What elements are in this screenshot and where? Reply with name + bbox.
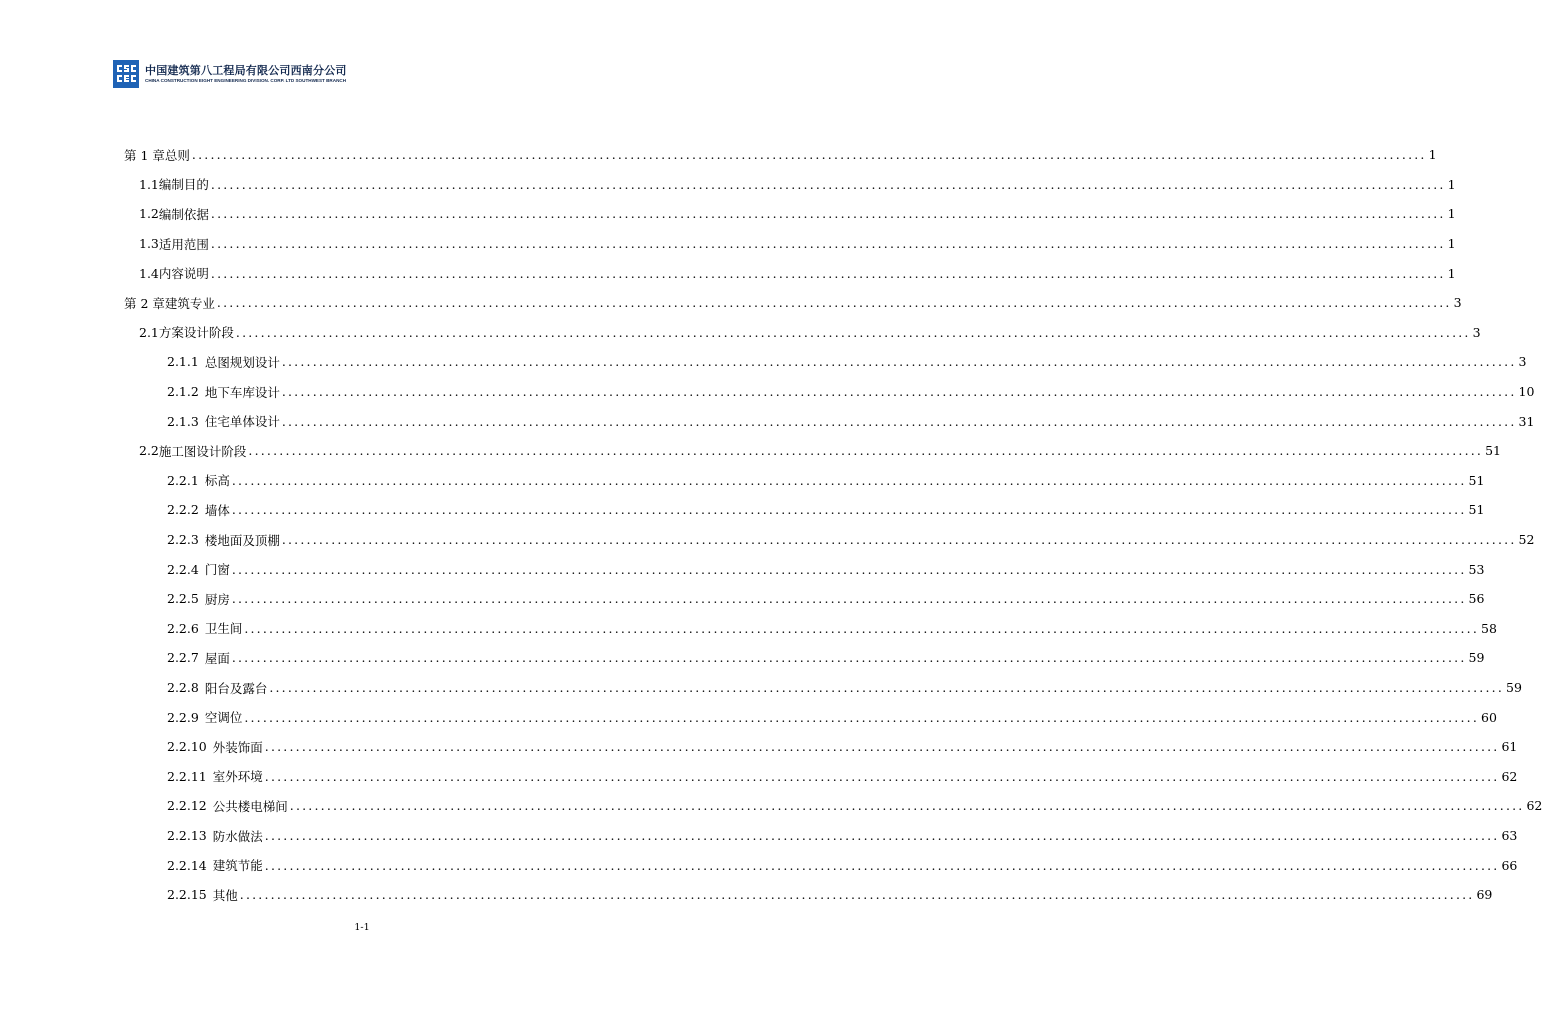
toc-leader-dots: ........................................................................................................................................................................................................ (281, 354, 1517, 370)
toc-leader-dots: ........................................................................................................................................................................................................ (244, 620, 1480, 636)
toc-entry-number: 1.2 (139, 206, 159, 222)
cscec-logo-icon (113, 60, 139, 88)
toc-entry-title: 屋面 (204, 650, 230, 666)
toc-leader-dots: ........................................................................................................................................................................................................ (281, 413, 1517, 429)
toc-entry-number: 2.2.14 (167, 857, 207, 873)
toc-entry-number: 2.2.9 (167, 709, 199, 725)
toc-entry[interactable] (167, 850, 1518, 880)
toc-entry-number: 2.2.13 (167, 828, 207, 844)
toc-entry-number: 第 1 章 (124, 147, 165, 163)
toc-entry-title: 内容说明 (158, 266, 209, 282)
toc-entry[interactable] (139, 436, 1501, 466)
toc-entry[interactable] (124, 140, 1437, 170)
toc-leader-dots: ........................................................................................................................................................................................................ (281, 384, 1517, 400)
toc-entry-page: 10 (1518, 384, 1535, 400)
toc-leader-dots: ........................................................................................................................................................................................................ (264, 739, 1500, 755)
toc-leader-dots: ........................................................................................................................................................................................................ (235, 324, 1471, 340)
toc-entry-page: 66 (1501, 857, 1518, 873)
toc-entry-number: 2.2.8 (167, 680, 199, 696)
toc-entry-page: 58 (1481, 620, 1497, 636)
toc-entry-page: 62 (1501, 768, 1518, 784)
company-name-cn: 中国建筑第八工程局有限公司西南分公司 (145, 63, 347, 77)
toc-leader-dots: ........................................................................................................................................................................................................ (244, 709, 1480, 725)
toc-entry[interactable] (139, 258, 1456, 288)
toc-leader-dots: ........................................................................................................................................................................................................ (231, 650, 1467, 666)
toc-leader-dots: ........................................................................................................................................................................................................ (231, 561, 1467, 577)
toc-entry-title: 厨房 (204, 591, 230, 607)
toc-entry-number: 2.2.1 (167, 472, 199, 488)
toc-entry-title: 墙体 (204, 502, 230, 518)
toc-entry[interactable] (167, 614, 1497, 644)
toc-entry-page: 56 (1468, 591, 1485, 607)
toc-entry-number: 2.2.12 (167, 798, 207, 814)
page-header (113, 60, 347, 88)
toc-entry-number: 2.2.4 (167, 561, 199, 577)
toc-entry[interactable] (167, 377, 1535, 407)
toc-entry-title: 建筑专业 (164, 295, 215, 311)
toc-entry-number: 2.1.2 (167, 384, 199, 400)
toc-entry-page: 51 (1468, 472, 1485, 488)
toc-leader-dots: ........................................................................................................................................................................................................ (248, 443, 1484, 459)
toc-entry-title: 楼地面及顶棚 (204, 532, 280, 548)
toc-entry-page: 69 (1476, 887, 1493, 903)
toc-entry[interactable] (167, 584, 1485, 614)
toc-entry[interactable] (167, 495, 1485, 525)
toc-entry-number: 1.1 (139, 176, 159, 192)
toc-entry-page: 3 (1518, 354, 1527, 370)
toc-entry-page: 51 (1468, 502, 1485, 518)
toc-entry[interactable] (124, 288, 1462, 318)
toc-leader-dots: ........................................................................................................................................................................................................ (231, 472, 1467, 488)
toc-entry-number: 第 2 章 (124, 295, 165, 311)
toc-leader-dots: ........................................................................................................................................................................................................ (231, 591, 1467, 607)
toc-entry-number: 2.2.5 (167, 591, 199, 607)
toc-entry-title: 编制目的 (158, 177, 209, 193)
toc-entry-number: 2.2.10 (167, 739, 207, 755)
toc-entry-title: 总则 (164, 147, 190, 163)
toc-leader-dots: ........................................................................................................................................................................................................ (289, 798, 1525, 814)
toc-entry-title: 住宅单体设计 (204, 414, 280, 430)
toc-leader-dots: ........................................................................................................................................................................................................ (269, 680, 1505, 696)
toc-entry-page: 51 (1485, 443, 1501, 459)
toc-entry-title: 建筑节能 (212, 858, 263, 874)
toc-entry-title: 阳台及露台 (204, 680, 268, 696)
toc-entry-page: 52 (1518, 532, 1535, 548)
toc-entry-page: 61 (1501, 739, 1518, 755)
toc-entry[interactable] (167, 673, 1522, 703)
toc-leader-dots: ........................................................................................................................................................................................................ (216, 295, 1452, 311)
toc-entry[interactable] (167, 554, 1485, 584)
toc-entry[interactable] (167, 525, 1535, 555)
toc-entry-number: 2.2.3 (167, 532, 199, 548)
toc-entry-number: 2.1 (139, 324, 159, 340)
toc-entry-number: 2.2.2 (167, 502, 199, 518)
toc-entry[interactable] (139, 170, 1456, 200)
toc-leader-dots: ........................................................................................................................................................................................................ (210, 236, 1446, 252)
toc-entry-title: 标高 (204, 473, 230, 489)
toc-entry-title: 门窗 (204, 562, 230, 578)
toc-entry-title: 适用范围 (158, 236, 209, 252)
toc-entry-title: 卫生间 (204, 621, 243, 637)
toc-entry-page: 63 (1501, 828, 1518, 844)
toc-leader-dots: ........................................................................................................................................................................................................ (239, 887, 1475, 903)
toc-entry-page: 1 (1447, 236, 1456, 252)
toc-entry-number: 1.3 (139, 236, 159, 252)
toc-entry-title: 空调位 (204, 710, 243, 726)
toc-entry-number: 2.2 (139, 443, 159, 459)
toc-entry[interactable] (167, 821, 1518, 851)
toc-entry[interactable] (167, 406, 1535, 436)
toc-entry-title: 总图规划设计 (204, 354, 280, 370)
toc-entry-title: 外装饰面 (212, 739, 263, 755)
toc-entry-number: 2.2.7 (167, 650, 199, 666)
toc-entry[interactable] (167, 643, 1485, 673)
toc-leader-dots: ........................................................................................................................................................................................................ (264, 828, 1500, 844)
toc-entry-title: 方案设计阶段 (158, 325, 234, 341)
toc-entry-number: 2.2.6 (167, 620, 199, 636)
toc-entry-page: 59 (1468, 650, 1485, 666)
toc-leader-dots: ........................................................................................................................................................................................................ (210, 176, 1446, 192)
toc-entry[interactable] (167, 791, 1542, 821)
toc-leader-dots: ........................................................................................................................................................................................................ (191, 147, 1427, 163)
toc-entry-page: 3 (1453, 295, 1462, 311)
toc-entry-page: 62 (1526, 798, 1542, 814)
toc-entry-title: 其他 (212, 887, 238, 903)
page-number: 1-1 (354, 922, 370, 933)
toc-entry-title: 防水做法 (212, 828, 263, 844)
toc-entry[interactable] (167, 347, 1527, 377)
toc-entry-title: 地下车库设计 (204, 384, 280, 400)
toc-entry-title: 公共楼电梯间 (212, 798, 288, 814)
toc-entry-title: 编制依据 (158, 206, 209, 222)
toc-entry-page: 3 (1472, 324, 1481, 340)
toc-entry[interactable] (167, 762, 1518, 792)
toc-leader-dots: ........................................................................................................................................................................................................ (210, 206, 1446, 222)
toc-entry[interactable] (139, 318, 1481, 348)
toc-entry-page: 53 (1468, 561, 1485, 577)
toc-leader-dots: ........................................................................................................................................................................................................ (264, 768, 1500, 784)
toc-entry-page: 1 (1447, 176, 1456, 192)
toc-entry[interactable] (167, 702, 1497, 732)
company-name-en: CHINA CONSTRUCTION EIGHT ENGINEERING DIVISION. CORP. LTD SOUTHWEST BRANCH (145, 77, 347, 83)
toc-entry[interactable] (167, 732, 1518, 762)
toc-entry-page: 1 (1447, 206, 1456, 222)
toc-entry-page: 31 (1518, 413, 1535, 429)
toc-entry-number: 2.1.3 (167, 413, 199, 429)
toc-entry[interactable] (139, 199, 1456, 229)
toc-entry-number: 1.4 (139, 265, 159, 281)
toc-leader-dots: ........................................................................................................................................................................................................ (231, 502, 1467, 518)
toc-entry-number: 2.1.1 (167, 354, 199, 370)
toc-entry-page: 60 (1481, 709, 1497, 725)
toc-entry-title: 施工图设计阶段 (158, 443, 247, 459)
toc-entry[interactable] (167, 880, 1493, 910)
toc-leader-dots: ........................................................................................................................................................................................................ (281, 532, 1517, 548)
toc-entry-page: 1 (1447, 265, 1456, 281)
toc-entry-title: 室外环境 (212, 769, 263, 785)
toc-entry-number: 2.2.15 (167, 887, 207, 903)
toc-entry[interactable] (139, 229, 1456, 259)
toc-entry-page: 59 (1506, 680, 1522, 696)
toc-entry-page: 1 (1428, 147, 1437, 163)
toc-entry-number: 2.2.11 (167, 768, 207, 784)
toc-entry[interactable] (167, 466, 1485, 496)
toc-leader-dots: ........................................................................................................................................................................................................ (264, 857, 1500, 873)
toc-leader-dots: ........................................................................................................................................................................................................ (210, 265, 1446, 281)
